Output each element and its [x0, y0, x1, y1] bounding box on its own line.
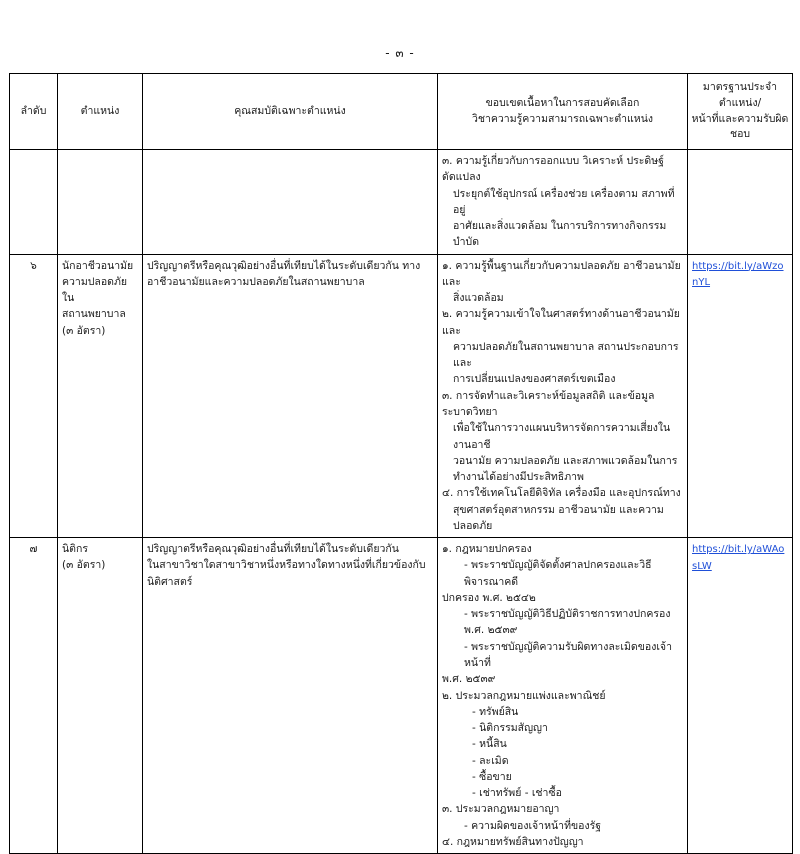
position-line: (๓ อัตรา): [62, 324, 106, 337]
cell-qualification: [143, 150, 438, 255]
table-row: [10, 254, 793, 538]
scope-line: - พระราชบัญญัติความรับผิดทางละเมิดของเจ้าหน้าที่: [464, 640, 672, 669]
cell-seq: ๗: [10, 538, 58, 854]
column-header-standard: [688, 74, 793, 150]
table-header-row: [10, 74, 793, 150]
page-number: - ๓ -: [385, 46, 415, 60]
position-line: ความปลอดภัยใน: [62, 275, 128, 305]
scope-line: ๑. ความรู้พื้นฐานเกี่ยวกับความปลอดภัย อาชีวอนามัยและ: [442, 259, 681, 288]
qualification-line: ปริญญาตรีหรือคุณวุฒิอย่างอื่นที่เทียบได้ในระดับเดียวกัน: [147, 543, 399, 556]
scope-line: อาศัยและสิ่งแวดล้อม ในการบริการทางกิจกรรมบำบัด: [453, 220, 667, 249]
scope-line: - พระราชบัญญัติวิธีปฏิบัติราชการทางปกครอง พ.ศ. ๒๕๓๙: [464, 608, 671, 637]
position-line: นิติกร: [62, 543, 88, 556]
scope-line: - หนี้สิน: [472, 738, 507, 751]
cell-position: [58, 538, 143, 854]
cell-qualification: [143, 538, 438, 854]
scope-line: ๔. การใช้เทคโนโลยีดิจิทัล เครื่องมือ และอุปกรณ์ทาง: [442, 487, 681, 500]
cell-seq: [10, 150, 58, 255]
table-row: [10, 538, 793, 854]
qualification-line: อาชีวอนามัยและความปลอดภัยในสถานพยาบาล: [147, 275, 365, 288]
scope-line: ๒. ประมวลกฎหมายแพ่งและพาณิชย์: [442, 689, 606, 702]
scope-line: ความปลอดภัยในสถานพยาบาล สถานประกอบการ และ: [453, 340, 679, 370]
qualification-table: [9, 73, 793, 854]
column-header-qualification: คุณสมบัติเฉพาะตำแหน่ง: [143, 74, 438, 150]
cell-scope: [438, 254, 688, 538]
scope-line: ๓. การจัดทำและวิเคราะห์ข้อมูลสถิติ และข้อมูลระบาดวิทยา: [442, 389, 655, 418]
cell-position: [58, 254, 143, 538]
qualification-line: นิติศาสตร์: [147, 575, 193, 588]
scope-line: ๓. ความรู้เกี่ยวกับการออกแบบ วิเคราะห์ ประดิษฐ์ ดัดแปลง: [442, 155, 664, 184]
position-line: สถานพยาบาล: [62, 308, 126, 321]
cell-scope: [438, 538, 688, 854]
column-header-scope-line2: วิชาความรู้ความสามารถเฉพาะตำแหน่ง: [471, 112, 654, 125]
scope-line: - ซื้อขาย: [472, 770, 512, 783]
scope-line: - ความผิดของเจ้าหน้าที่ของรัฐ: [464, 819, 602, 832]
scope-line: สิ่งแวดล้อม: [453, 292, 504, 305]
scope-line: การเปลี่ยนแปลงของศาสตร์เขตเมือง: [453, 373, 616, 386]
scope-line: วอนามัย ความปลอดภัย และสภาพแวดล้อมในการ: [453, 454, 678, 467]
scope-line: - ละเมิด: [472, 754, 509, 767]
cell-standard: [688, 254, 793, 538]
standard-link[interactable]: https://bit.ly/aWAosLW: [692, 544, 785, 572]
table-row: [10, 150, 793, 255]
scope-line: ๓. ประมวลกฎหมายอาญา: [442, 803, 560, 816]
scope-line: เพื่อใช้ในการวางแผนบริหารจัดการความเสี่ยงในงานอาชี: [453, 422, 671, 451]
scope-line: - พระราชบัญญัติจัดตั้งศาลปกครองและวิธีพิจารณาคดี: [464, 559, 652, 588]
scope-line: ๒. ความรู้ความเข้าใจในศาสตร์ทางด้านอาชีวอนามัย และ: [442, 308, 680, 337]
scope-line: ประยุกต์ใช้อุปกรณ์ เครื่องช่วย เครื่องตาม สภาพที่อยู่: [453, 187, 675, 216]
cell-qualification: [143, 254, 438, 538]
cell-standard: [688, 150, 793, 255]
scope-line: ทำงานได้อย่างมีประสิทธิภาพ: [453, 471, 584, 484]
scope-line: พ.ศ. ๒๕๓๙: [442, 673, 496, 686]
column-header-standard-line1: มาตรฐานประจำตำแหน่ง/: [702, 81, 778, 109]
standard-link[interactable]: https://bit.ly/aWzonYL: [692, 260, 784, 289]
qualification-line: ปริญญาตรีหรือคุณวุฒิอย่างอื่นที่เทียบได้ในระดับเดียวกัน ทาง: [147, 259, 421, 272]
scope-line: สุขศาสตร์อุตสาหกรรม อาชีวอนามัย และความปลอดภัย: [453, 503, 664, 532]
scope-line: ๔. กฎหมายทรัพย์สินทางปัญญา: [442, 835, 584, 848]
qualification-line: ในสาขาวิชาใดสาขาวิชาหนึ่งหรือทางใดทางหนึ่งที่เกี่ยวข้องกับ: [147, 559, 426, 572]
scope-line: ปกครอง พ.ศ. ๒๕๔๒: [442, 591, 536, 604]
cell-standard: [688, 538, 793, 854]
position-line: (๓ อัตรา): [62, 559, 106, 572]
scope-line: ๑. กฎหมายปกครอง: [442, 543, 532, 556]
column-header-scope: [438, 74, 688, 150]
cell-seq: ๖: [10, 254, 58, 538]
scope-line: - นิติกรรมสัญญา: [472, 722, 548, 735]
cell-scope: [438, 150, 688, 255]
column-header-standard-line2: หน้าที่และความรับผิดชอบ: [691, 112, 789, 141]
scope-line: - เช่าทรัพย์ - เช่าซื้อ: [472, 787, 562, 800]
column-header-scope-line1: ขอบเขตเนื้อหาในการสอบคัดเลือก: [485, 96, 640, 109]
position-line: นักอาชีวอนามัย: [62, 259, 134, 272]
cell-position: [58, 150, 143, 255]
scope-line: - ทรัพย์สิน: [472, 705, 519, 718]
column-header-position: ตำแหน่ง: [58, 74, 143, 150]
column-header-seq: ลำดับ: [10, 74, 58, 150]
